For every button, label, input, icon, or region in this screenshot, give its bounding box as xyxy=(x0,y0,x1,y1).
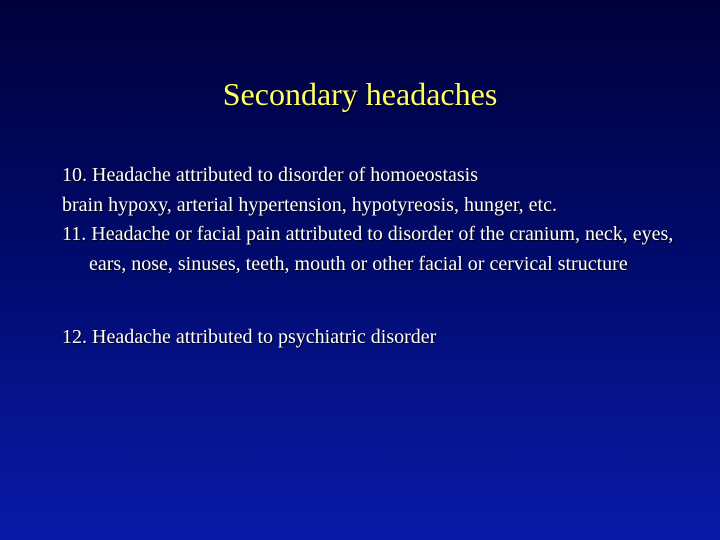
item-11-heading: 11. Headache or facial pain attributed to disorder of the cranium, neck, eyes, ears, nose, sinuses, teeth, mouth or other facial or cervical structure xyxy=(62,223,674,275)
list-item-11 xyxy=(62,220,682,279)
spacer xyxy=(62,279,682,323)
item-12-heading: 12. Headache attributed to psychiatric disorder xyxy=(62,326,437,348)
list-item-10 xyxy=(62,161,682,220)
item-10-heading: 10. Headache attributed to disorder of homoeostasis xyxy=(62,164,478,186)
slide-body xyxy=(62,161,682,353)
item-10-detail: brain hypoxy, arterial hypertension, hypotyreosis, hunger, etc. xyxy=(62,193,557,216)
slide-title: Secondary headaches xyxy=(222,76,498,112)
list-item-12 xyxy=(62,323,682,353)
